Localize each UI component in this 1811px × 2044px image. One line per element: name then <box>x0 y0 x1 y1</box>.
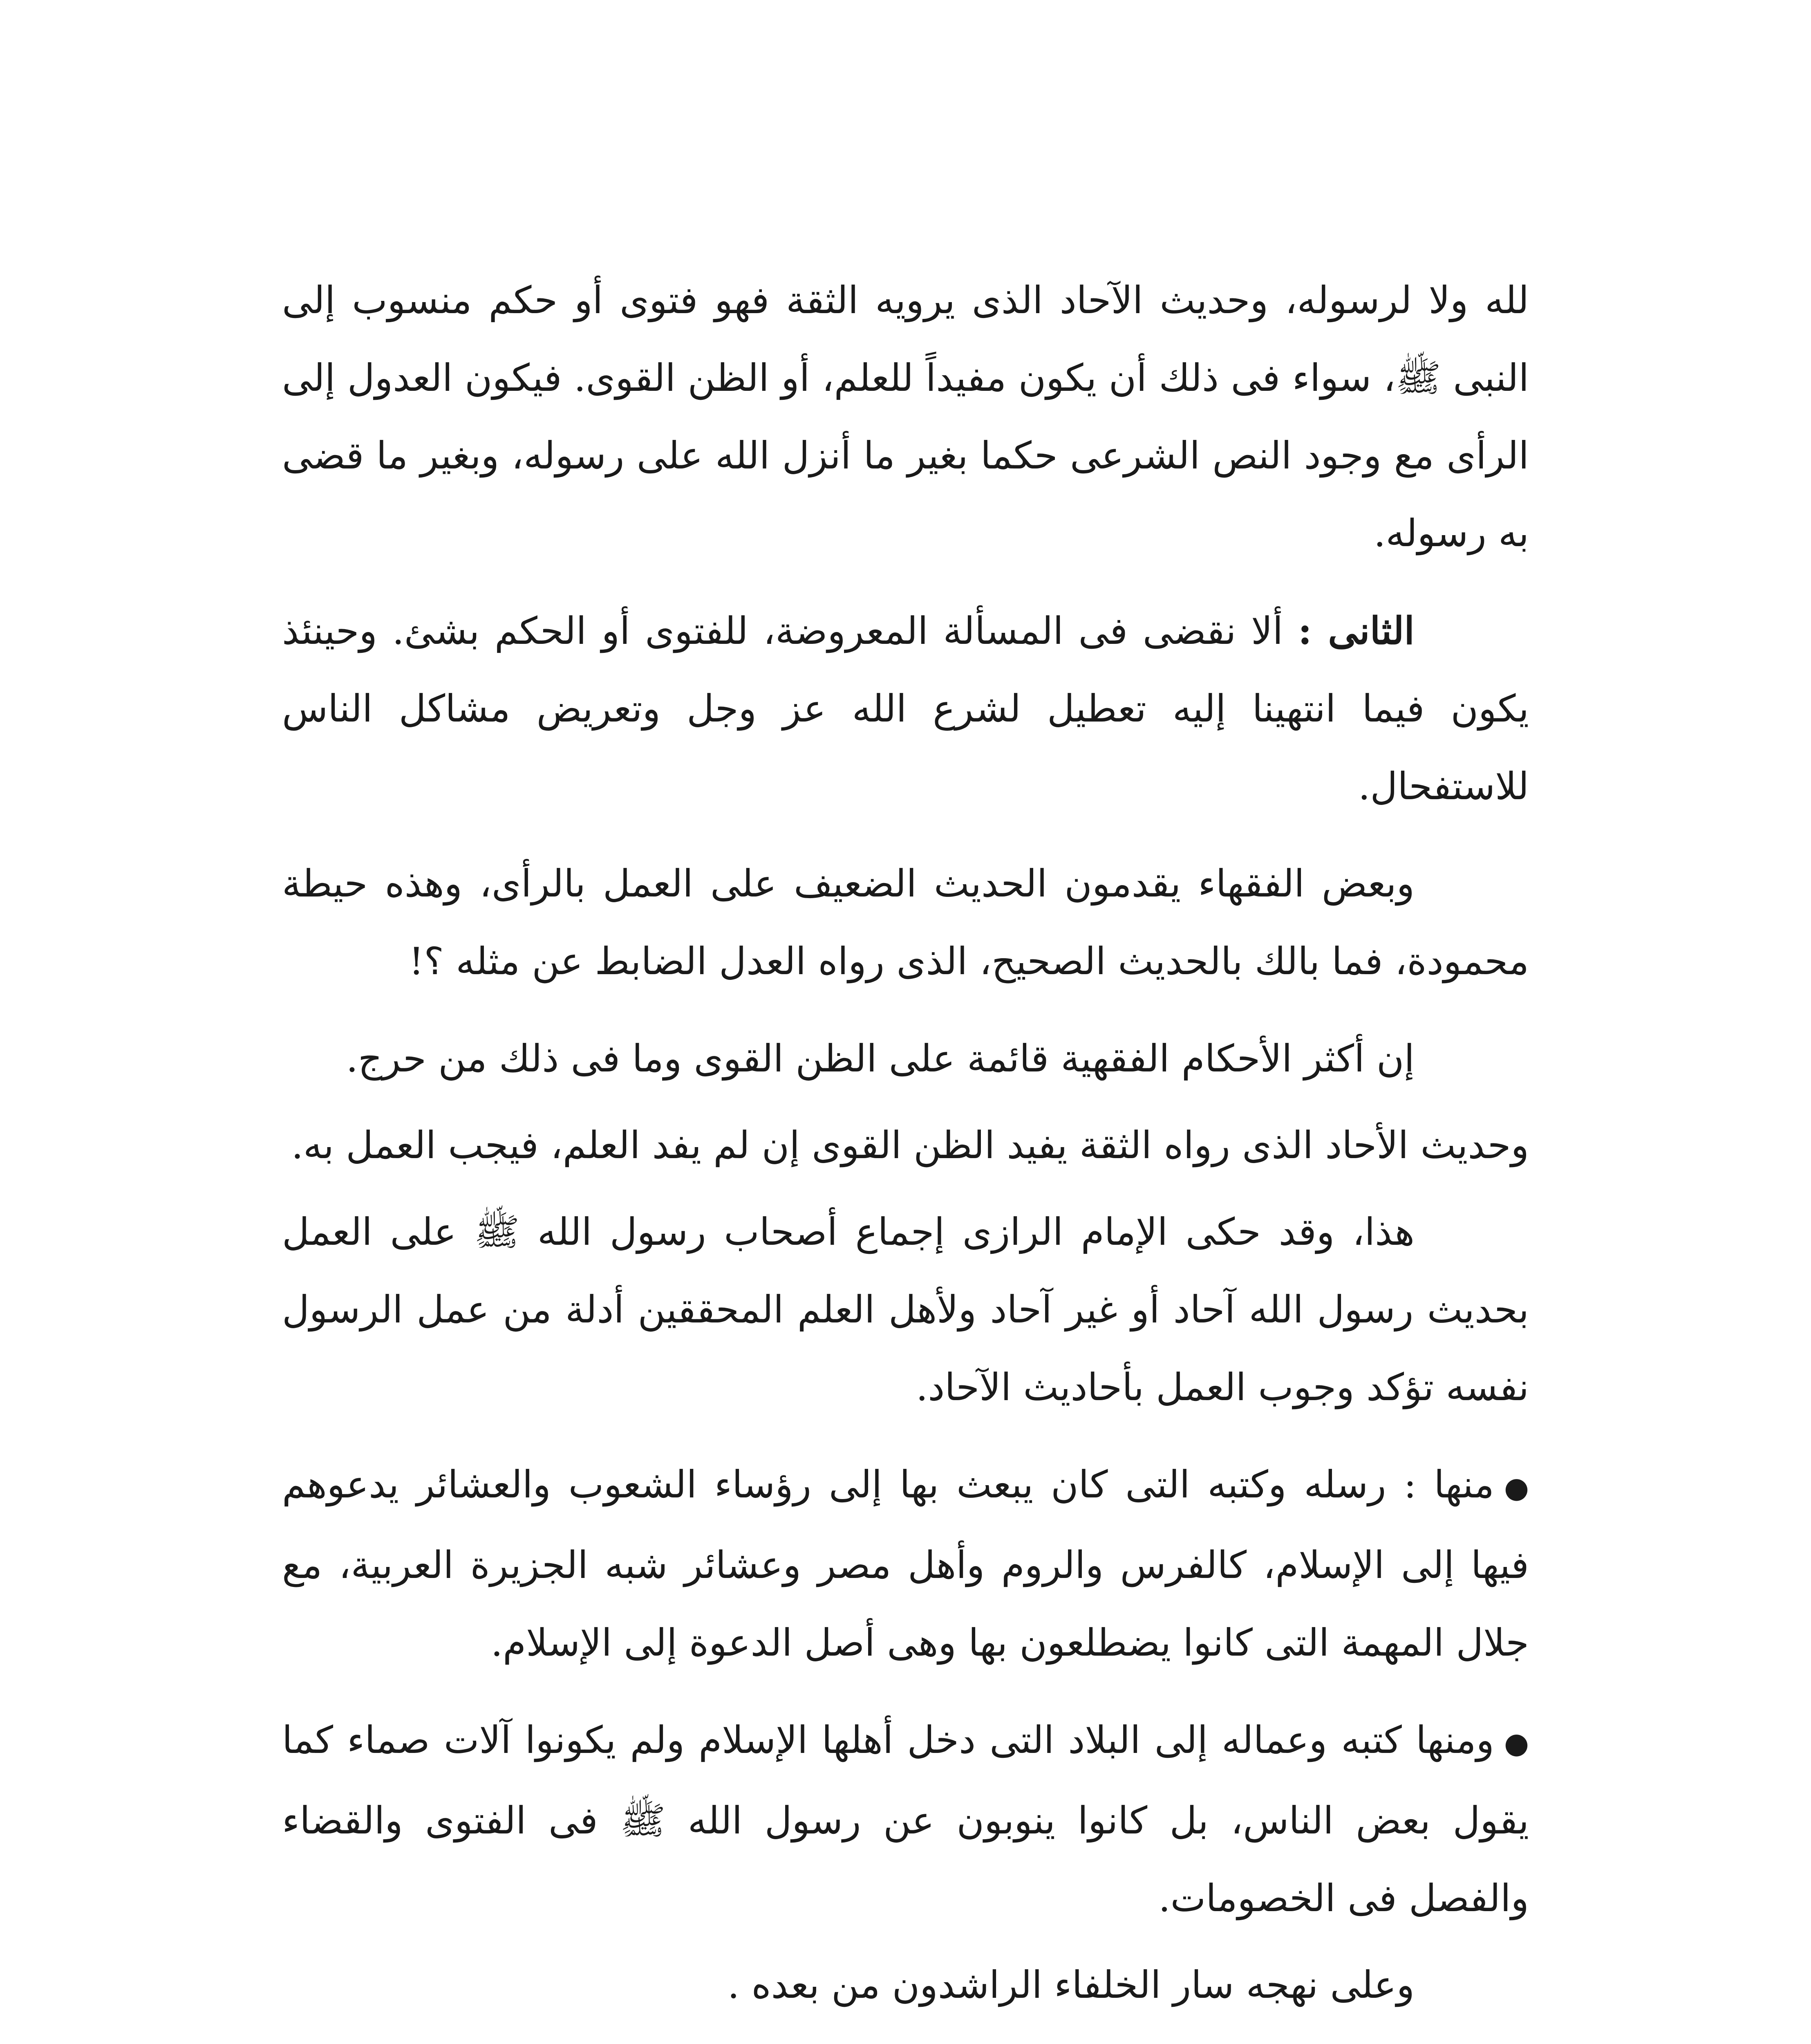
paragraph-9 <box>282 1946 1529 2024</box>
paragraph-text: إن أكثر الأحكام الفقهية قائمة على الظن القوى وما فى ذلك من حرج. <box>346 1037 1415 1080</box>
bullet-icon: ● <box>1504 1726 1529 1760</box>
paragraph-text: ومنها كتبه وعماله إلى البلاد التى دخل أهلها الإسلام ولم يكونوا آلات صماء كما يقول بعض الناس، بل كانوا ينوبون عن رسول الله ﷺ فى الفتوى والقضاء والفصل فى الخصومات. <box>282 1718 1529 1920</box>
paragraph-1 <box>282 262 1529 572</box>
paragraph-lead: الثانى : <box>1298 609 1415 653</box>
paragraph-text: ألا نقضى فى المسألة المعروضة، للفتوى أو الحكم بشئ. وحينئذ يكون فيما انتهينا إليه تعطيل لشرع الله عز وجل وتعريض مشاكل الناس للاستفحال. <box>282 609 1529 808</box>
paragraph-text: هذا، وقد حكى الإمام الرازى إجماع أصحاب رسول الله ﷺ على العمل بحديث رسول الله آحاد أو غير آحاد ولأهل العلم المحققين أدلة من عمل الرسول نفسه تؤكد وجوب العمل بأحاديث الآحاد. <box>282 1210 1529 1409</box>
paragraph-10 <box>282 2033 1529 2044</box>
paragraph-text: وعلى نهجه سار الخلفاء الراشدون من بعده . <box>727 1963 1415 2007</box>
bullet-icon: ● <box>1504 1471 1529 1504</box>
paragraph-4 <box>282 1020 1529 1098</box>
body-text <box>282 262 1529 2044</box>
paragraph-text: لله ولا لرسوله، وحديث الآحاد الذى يرويه الثقة فهو فتوى أو حكم منسوب إلى النبى ﷺ، سواء فى ذلك أن يكون مفيداً للعلم، أو الظن القوى. فيكون العدول إلى الرأى مع وجود النص الشرعى حكما بغير ما أنزل الله على رسوله، وبغير ما قضى به رسوله. <box>282 278 1529 555</box>
bullet-icon <box>1504 2036 1529 2044</box>
paragraph-5 <box>282 1107 1529 1184</box>
paragraph-3 <box>282 845 1529 1000</box>
paragraph-7 <box>282 1446 1529 1682</box>
paragraph-8 <box>282 1701 1529 1937</box>
paragraph-2 <box>282 592 1529 825</box>
paragraph-text: وبعض الفقهاء يقدمون الحديث الضعيف على العمل بالرأى، وهذه حيطة محمودة، فما بالك بالحديث الصحيح، الذى رواه العدل الضابط عن مثله ؟! <box>282 862 1529 983</box>
paragraph-text: منها : رسله وكتبه التى كان يبعث بها إلى رؤساء الشعوب والعشائر يدعوهم فيها إلى الإسلام، كالفرس والروم وأهل مصر وعشائر شبه الجزيرة العربية، مع جلال المهمة التى كانوا يضطلعون بها وهى أصل الدعوة إلى الإسلام. <box>282 1463 1529 1665</box>
paragraph-6 <box>282 1193 1529 1426</box>
paragraph-text: وحديث الأحاد الذى رواه الثقة يفيد الظن القوى إن لم يفد العلم، فيجب العمل به. <box>291 1123 1529 1167</box>
